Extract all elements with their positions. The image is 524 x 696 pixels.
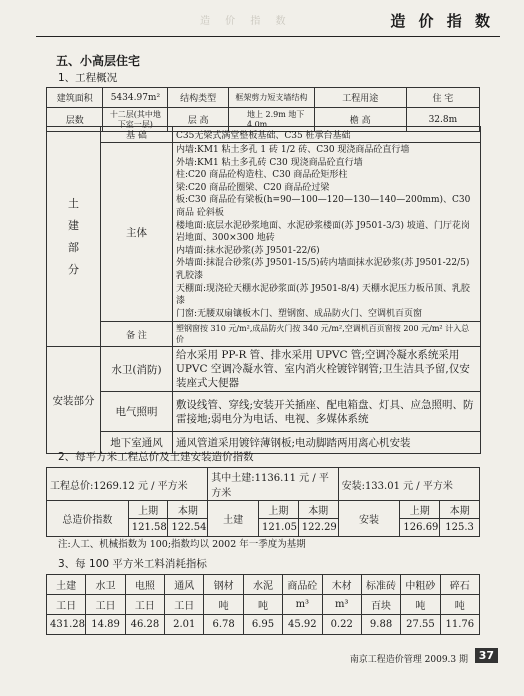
- main-structure-details: [173, 143, 481, 322]
- main-line: 外墙面:抹混合砂浆(苏 J9501-15/5)砖内墙面抹水泥砂浆(苏 J9501-22/5)乳胶漆: [176, 258, 470, 281]
- main-line: 柱:C20 商品砼构造柱、C30 商品砼矩形柱: [176, 170, 348, 181]
- total-curr-label: 本期: [168, 501, 208, 519]
- total-price: 工程总价:1269.12 元 / 平方米: [47, 468, 208, 501]
- eave-label: 檐 高: [314, 108, 406, 132]
- unit-cell: 工日: [165, 595, 204, 615]
- unit-cell: 吨: [204, 595, 243, 615]
- main-line: 门窗:无腰双扇镶板木门、塑钢窗、成品防火门、空调机百页窗: [176, 308, 423, 319]
- civil-col-label: 土建: [208, 501, 259, 537]
- install-label: 安装部分: [47, 347, 101, 454]
- main-line: 天棚面:现浇砼天棚水泥砂浆面(苏 J9501-8/4) 天棚水泥压力板吊顶、乳胶漆: [176, 283, 470, 307]
- total-prev-label: 上期: [128, 501, 168, 519]
- use-label: 工程用途: [314, 88, 406, 108]
- height-label: 层 高: [168, 108, 229, 132]
- index-note: 注:人工、机械指数为 100;指数均以 2002 年一季度为基期: [58, 539, 306, 550]
- subsection-overview: 1、工程概况: [58, 72, 118, 84]
- install-price: 安装:133.01 元 / 平方米: [338, 468, 479, 501]
- total-prev-value: 121.58: [128, 519, 168, 537]
- index-table: [46, 467, 480, 537]
- electrical-value: 敷设线管、穿线;安装开关插座、配电箱盘、灯具、应急照明、防雷接地;弱电分为电话、电视、多媒体系统: [173, 392, 481, 432]
- floors-label: 层数: [47, 108, 103, 132]
- header-watermark: 造 价 指 数: [200, 16, 292, 27]
- header-cell: 钢材: [204, 575, 243, 595]
- header-cell: 碎石: [440, 575, 479, 595]
- value-cell: 2.01: [165, 615, 204, 635]
- header-cell: 水泥: [243, 575, 282, 595]
- civil-prev-value: 121.05: [259, 519, 299, 537]
- consumption-table: [46, 574, 480, 635]
- main-line: 梁:C20 商品砼圈梁、C20 商品砼过梁: [176, 182, 330, 193]
- value-cell: 9.88: [361, 615, 400, 635]
- civil-prev-label: 上期: [259, 501, 299, 519]
- header-cell: 水卫: [86, 575, 125, 595]
- floors-value: 十二层(其中地下室一层): [103, 108, 168, 132]
- height-value: 地上 2.9m 地下 4.0m: [228, 108, 314, 132]
- install-curr-label: 本期: [440, 501, 480, 519]
- unit-cell: 工日: [125, 595, 164, 615]
- main-line: 内墙面:抹水泥砂浆(苏 J9501-22/6): [176, 245, 320, 256]
- electrical-label: 电气照明: [101, 392, 173, 432]
- value-cell: 27.55: [401, 615, 440, 635]
- header-cell: 中粗砂: [401, 575, 440, 595]
- foundation-value: C35无梁式满堂整板基础、C35 桩承台基础: [173, 127, 481, 143]
- unit-cell: 吨: [243, 595, 282, 615]
- structure-value: 框架剪力短支墙结构: [228, 88, 314, 108]
- civil-curr-label: 本期: [298, 501, 338, 519]
- civil-curr-value: 122.29: [298, 519, 338, 537]
- header-cell: 电照: [125, 575, 164, 595]
- header-cell: 木材: [322, 575, 361, 595]
- unit-cell: m³: [283, 595, 322, 615]
- unit-cell: 工日: [86, 595, 125, 615]
- total-curr-value: 122.54: [168, 519, 208, 537]
- consumption-unit-row: [47, 595, 480, 615]
- remark-value: 塑钢窗按 310 元/m²,成品防火门按 340 元/m²,空调机百页窗按 200 元/m² 计入总价: [173, 322, 481, 347]
- consumption-header-row: [47, 575, 480, 595]
- header-cell: 标准砖: [361, 575, 400, 595]
- page-header: [0, 0, 524, 38]
- area-value: 5434.97m²: [103, 88, 168, 108]
- value-cell: 11.76: [440, 615, 479, 635]
- install-prev-label: 上期: [400, 501, 440, 519]
- civil-price: 其中土建:1136.11 元 / 平方米: [208, 468, 338, 501]
- index-label: 总造价指数: [47, 501, 129, 537]
- unit-cell: 吨: [401, 595, 440, 615]
- garage-vent-label: 地下室通风: [101, 432, 173, 454]
- structure-label: 结构类型: [168, 88, 229, 108]
- foundation-label: 基 础: [101, 127, 173, 143]
- main-line: 内墙:KM1 粘土多孔 1 砖 1/2 砖、C30 现浇商品砼直行墙: [176, 145, 410, 155]
- area-label: 建筑面积: [47, 88, 103, 108]
- consumption-value-row: [47, 615, 480, 635]
- main-line: 楼地面:底层水泥砂浆地面、水泥砂浆楼面(苏 J9501-3/3) 坡道、门厅花岗岩地面、300×300 地砖: [176, 220, 470, 244]
- value-cell: 431.28: [47, 615, 86, 635]
- subsection-index: 2、每平方米工程总价及土建安装造价指数: [58, 451, 254, 463]
- install-curr-value: 125.3: [440, 519, 480, 537]
- plumbing-label: 水卫(消防): [101, 347, 173, 392]
- header-cell: 通风: [165, 575, 204, 595]
- value-cell: 46.28: [125, 615, 164, 635]
- unit-cell: 百块: [361, 595, 400, 615]
- header-rule: [36, 36, 500, 37]
- value-cell: 0.22: [322, 615, 361, 635]
- plumbing-value: 给水采用 PP-R 管、排水采用 UPVC 管;空调冷凝水系统采用 UPVC 空调冷凝水管、室内消火栓镀锌钢管;卫生洁具予留,仅安装座式大便器: [173, 347, 481, 392]
- value-cell: 6.95: [243, 615, 282, 635]
- install-col-label: 安装: [338, 501, 400, 537]
- subsection-consumption: 3、每 100 平方米工料消耗指标: [58, 558, 207, 570]
- eave-value: 32.8m: [406, 108, 479, 132]
- main-structure-label: 主体: [101, 143, 173, 322]
- section-title: 五、小高层住宅: [56, 54, 141, 68]
- header-title: 造 价 指 数: [390, 12, 494, 30]
- header-cell: 土建: [47, 575, 86, 595]
- install-prev-value: 126.69: [400, 519, 440, 537]
- civil-label: 土 建 部 分: [47, 127, 101, 347]
- header-cell: 商品砼: [283, 575, 322, 595]
- remark-label: 备 注: [101, 322, 173, 347]
- page-number: 37: [475, 648, 498, 663]
- unit-cell: 工日: [47, 595, 86, 615]
- main-line: 板:C30 商品砼有梁板(h=90—100—120—130—140—200mm)、C30 商品 砼斜板: [176, 195, 471, 218]
- main-line: 外墙:KM1 粘土多孔砖 C30 现浇商品砼直行墙: [176, 157, 363, 168]
- use-value: 住 宅: [406, 88, 479, 108]
- value-cell: 6.78: [204, 615, 243, 635]
- value-cell: 14.89: [86, 615, 125, 635]
- unit-cell: 吨: [440, 595, 479, 615]
- value-cell: 45.92: [283, 615, 322, 635]
- scope-table: [46, 126, 481, 454]
- footer-publication: 南京工程造价管理 2009.3 期: [349, 655, 468, 665]
- unit-cell: m³: [322, 595, 361, 615]
- garage-vent-value: 通风管道采用镀锌薄钢板;电动脚踏两用离心机安装: [173, 432, 481, 454]
